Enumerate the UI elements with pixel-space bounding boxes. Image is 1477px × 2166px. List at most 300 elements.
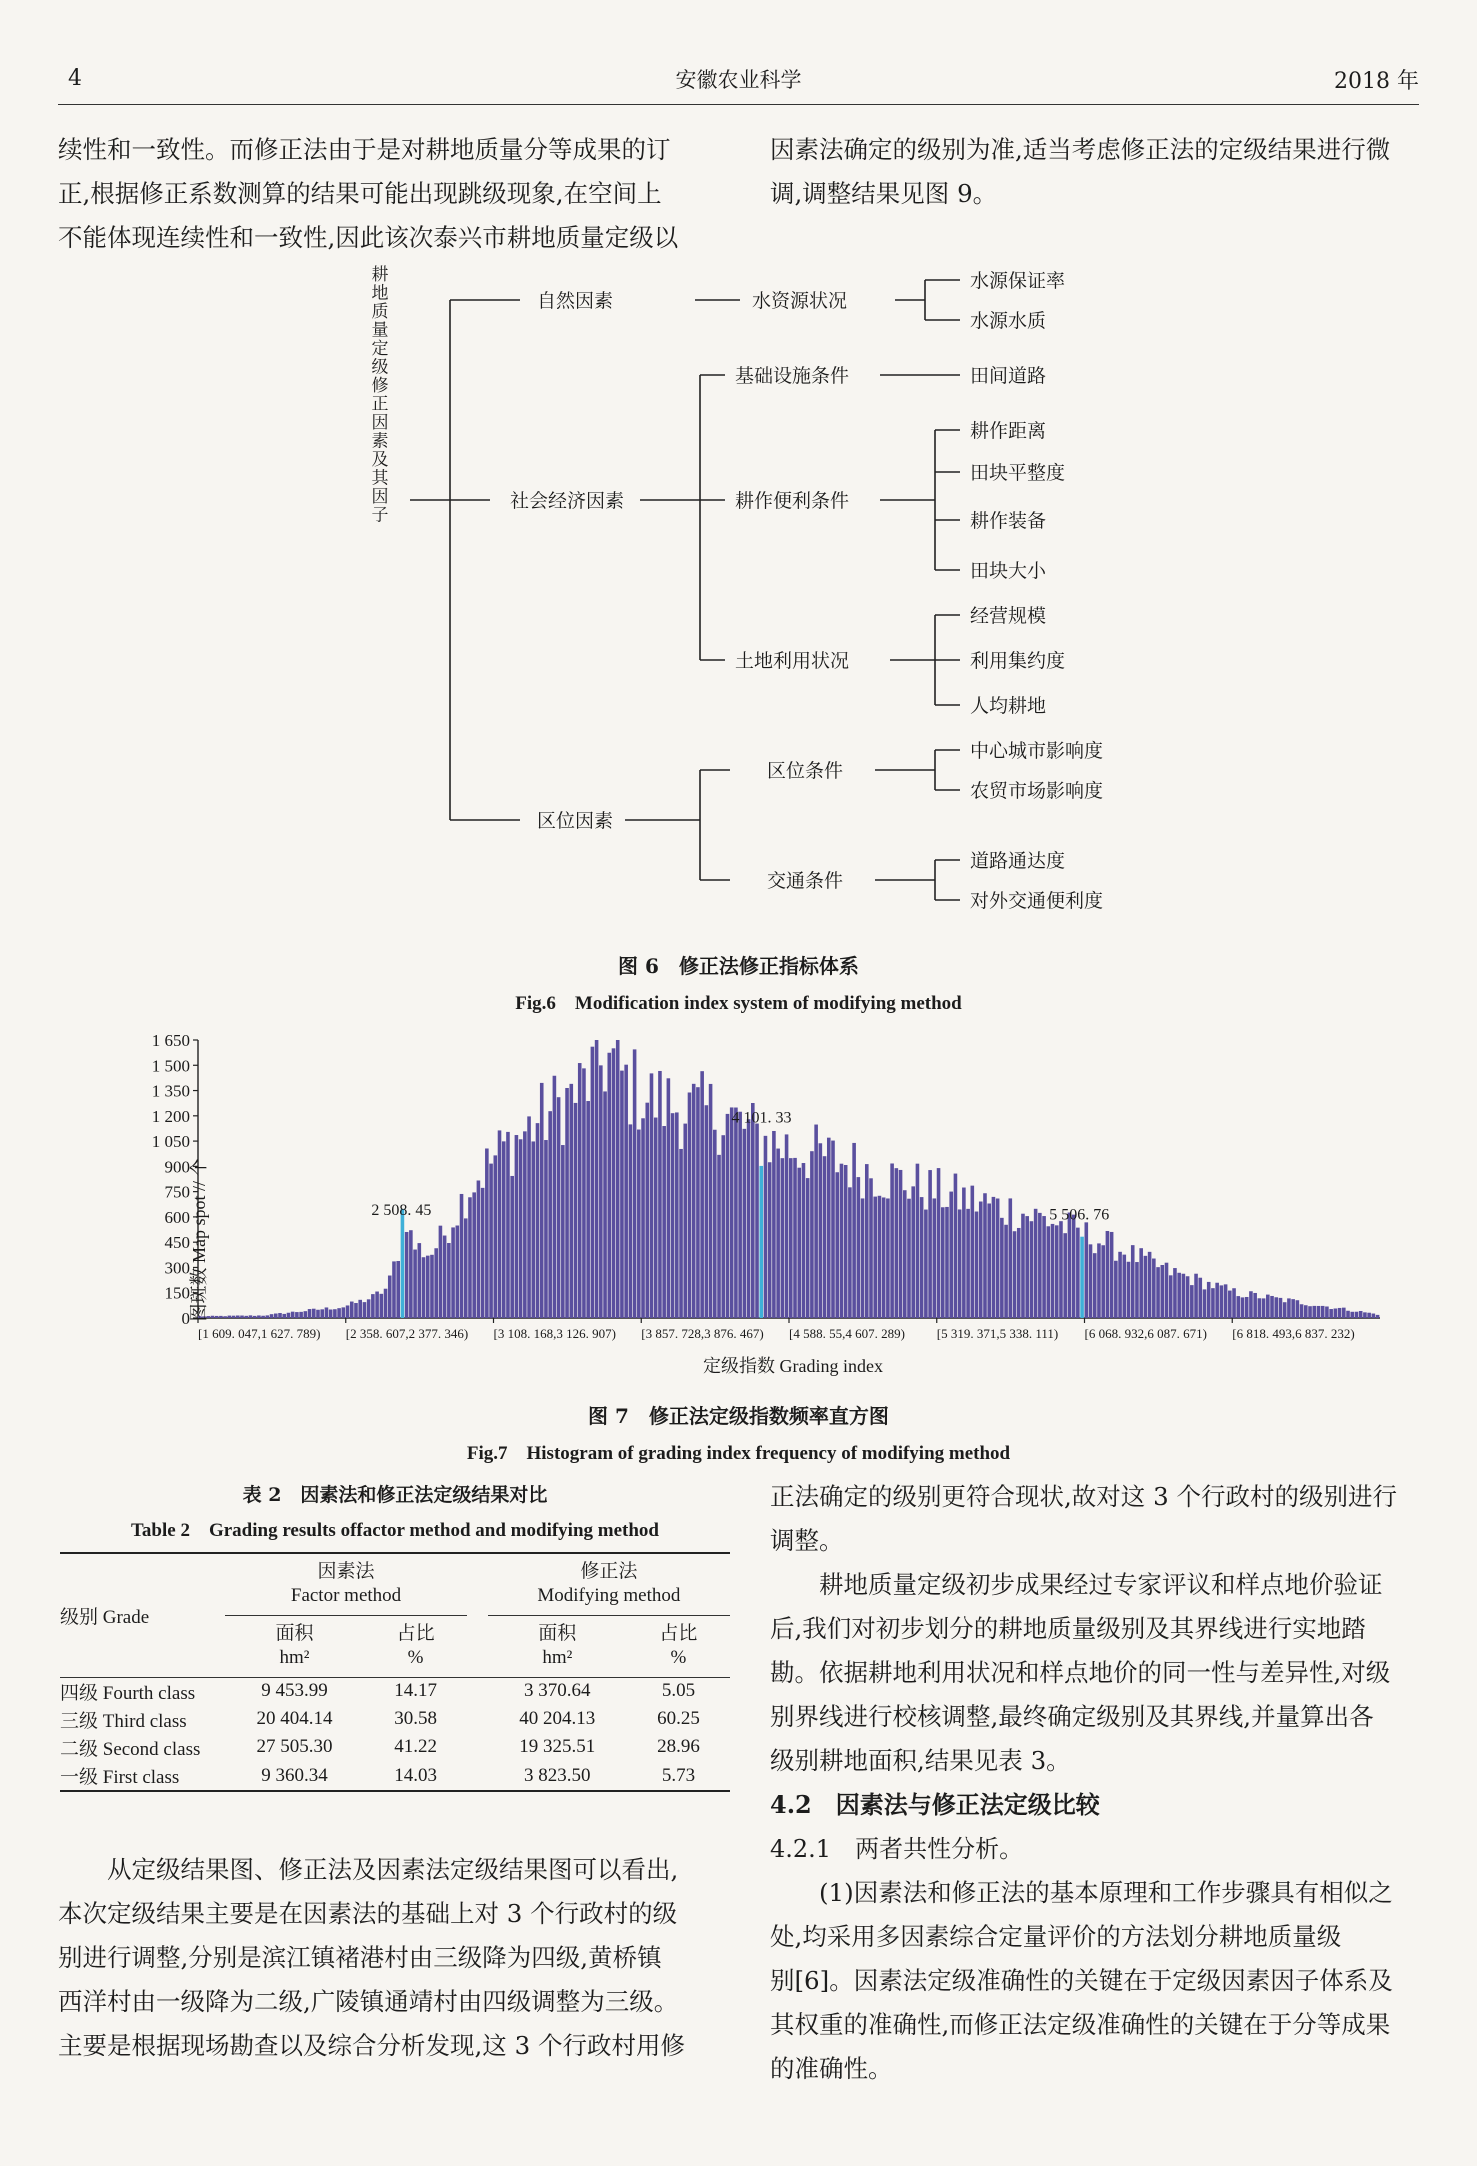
histogram-bar (1228, 1291, 1232, 1318)
histogram-bar (667, 1078, 671, 1318)
root-label-char: 量 (371, 320, 389, 341)
cell: 19 325.51 (519, 1736, 596, 1757)
histogram-bar (958, 1209, 962, 1318)
y-tick-label: 150 (164, 1283, 190, 1303)
histogram-bar (861, 1198, 865, 1318)
table2-block (60, 1480, 730, 1792)
root-label-char: 地 (371, 283, 389, 304)
l2-land-use: 土地利用状况 (735, 650, 850, 672)
histogram-bar (1139, 1248, 1143, 1318)
l3-item: 耕作装备 (970, 510, 1047, 532)
text-line: 主要是根据现场勘查以及综合分析发现,这 3 个行政村用修 (58, 2031, 685, 2060)
histogram-bar-highlight (401, 1209, 405, 1318)
histogram-bar (675, 1112, 679, 1318)
histogram-bar (1232, 1288, 1236, 1318)
histogram-bar (223, 1316, 227, 1318)
histogram-bar (515, 1135, 519, 1318)
histogram-bar (814, 1125, 818, 1318)
histogram-bar (768, 1162, 772, 1318)
histogram-bar (992, 1197, 996, 1318)
histogram-bar (1156, 1267, 1160, 1318)
histogram-bar (1000, 1218, 1004, 1318)
cell: 一级 First class (60, 1767, 180, 1788)
histogram-bar (1030, 1221, 1034, 1318)
histogram-bar (1325, 1306, 1329, 1318)
histogram-bar (1350, 1312, 1354, 1318)
histogram-bar (468, 1197, 472, 1318)
histogram-bar (679, 1149, 683, 1318)
histogram-bar (607, 1053, 611, 1318)
text-line: 因素法确定的级别为准,适当考虑修正法的定级结果进行微 (770, 135, 1391, 164)
l1-location: 区位因素 (537, 810, 614, 832)
cell: 3 823.50 (524, 1764, 591, 1786)
cell: 3 370.64 (524, 1680, 591, 1702)
th-factor (225, 1553, 467, 1615)
l3-item: 经营规模 (970, 605, 1047, 627)
th-area-2 (488, 1615, 627, 1677)
histogram-bar (1135, 1262, 1139, 1318)
histogram-bar (282, 1314, 286, 1318)
histogram-bar (1359, 1311, 1363, 1318)
histogram-bar (620, 1071, 624, 1318)
histogram-bar (962, 1188, 966, 1318)
root-label-char: 因 (371, 413, 389, 433)
histogram-bar (966, 1209, 970, 1318)
histogram-bar (1173, 1268, 1177, 1318)
histogram-bar (1334, 1308, 1338, 1318)
th-grade: 级别 Grade (60, 1606, 150, 1628)
text-line: 其权重的准确性,而修正法定级准确性的关键在于分等成果 (770, 2010, 1391, 2039)
histogram-bar (1296, 1300, 1300, 1318)
histogram-bar (274, 1314, 278, 1318)
histogram-bar (1253, 1293, 1257, 1318)
histogram-bar (1198, 1278, 1202, 1318)
histogram-bar (1152, 1259, 1156, 1318)
histogram-bar (1106, 1231, 1110, 1318)
histogram-bar (506, 1132, 510, 1318)
histogram-bar (916, 1164, 920, 1318)
histogram-bar (329, 1310, 333, 1318)
text-line: 正,根据修正系数测算的结果可能出现跳级现象,在空间上 (58, 179, 662, 208)
histogram-bar (878, 1196, 882, 1318)
histogram-bar (1317, 1306, 1321, 1318)
modify-cn: 修正法 (580, 1561, 638, 1583)
text-line: 勘。依据耕地利用状况和样点地价的同一性与差异性,对级 (770, 1658, 1391, 1687)
histogram-bar (557, 1097, 561, 1318)
histogram-bar (582, 1068, 586, 1318)
histogram-bar (519, 1139, 523, 1318)
th-share-2 (627, 1615, 730, 1677)
histogram-bar (975, 1212, 979, 1318)
histogram-bar (907, 1199, 911, 1318)
histogram-bar (464, 1218, 468, 1318)
histogram-bar (456, 1226, 460, 1318)
journal-title: 安徽农业科学 (675, 68, 802, 92)
histogram-bar (249, 1315, 253, 1318)
l2-water: 水资源状况 (752, 290, 848, 312)
top-right-paragraph (770, 128, 1430, 216)
histogram-bar (320, 1309, 324, 1318)
histogram-bar (599, 1065, 603, 1318)
y-tick-label: 750 (164, 1182, 190, 1202)
cell: 9 453.99 (261, 1680, 328, 1702)
histogram-bar (388, 1276, 392, 1318)
histogram-bar (1114, 1261, 1118, 1318)
histogram-bar (1321, 1306, 1325, 1318)
y-tick-label: 1 500 (151, 1056, 190, 1076)
histogram-bar (380, 1294, 384, 1318)
l3-item: 水源水质 (970, 310, 1047, 332)
histogram-bar (422, 1257, 426, 1318)
l2-infrastructure: 基础设施条件 (735, 365, 850, 387)
histogram-bar (1258, 1298, 1262, 1318)
histogram-bar (823, 1156, 827, 1318)
th-area (225, 1615, 364, 1677)
histogram-bar (1224, 1284, 1228, 1318)
histogram-bar (211, 1316, 215, 1318)
histogram-bar (1186, 1276, 1190, 1318)
histogram-bar (671, 1113, 675, 1318)
table2-caption-en: Table 2 Grading results offactor method and modifying method (131, 1520, 659, 1541)
x-tick-label: [6 818. 493,6 837. 232) (1232, 1326, 1355, 1341)
histogram-bar (270, 1314, 274, 1318)
text-line: 调整。 (770, 1526, 844, 1555)
cell: 41.22 (394, 1736, 437, 1757)
histogram-bar (232, 1316, 236, 1318)
cell: 40 204.13 (519, 1708, 596, 1729)
histogram-bar (886, 1198, 890, 1318)
histogram-bar (1118, 1252, 1122, 1318)
x-tick-label: [4 588. 55,4 607. 289) (789, 1326, 905, 1341)
table-row (60, 1733, 730, 1761)
histogram-bar (371, 1294, 375, 1318)
histogram-bar (236, 1316, 240, 1318)
text-line: 后,我们对初步划分的耕地质量级别及其界线进行实地踏 (770, 1614, 1366, 1643)
histogram-bar (781, 1158, 785, 1318)
histogram-bar (565, 1088, 569, 1318)
histogram-bar (852, 1143, 856, 1318)
histogram-bar (413, 1250, 417, 1318)
histogram-bar (1042, 1216, 1046, 1318)
root-label-char: 其 (371, 468, 389, 489)
cell: 5.05 (661, 1680, 696, 1702)
histogram-bar (1038, 1213, 1042, 1318)
histogram-bar (291, 1312, 295, 1318)
histogram-bar (1004, 1225, 1008, 1318)
histogram-bar (1287, 1298, 1291, 1318)
histogram-bar (726, 1114, 730, 1318)
histogram-bar (755, 1124, 759, 1318)
histogram-bar (705, 1105, 709, 1318)
histogram-bar (1072, 1215, 1076, 1318)
histogram-bar (405, 1232, 409, 1318)
y-tick-label: 300 (164, 1258, 190, 1278)
section-4-2-title: 4.2 因素法与修正法定级比较 (770, 1790, 1100, 1819)
histogram-bar (734, 1108, 738, 1318)
histogram-bar (1220, 1285, 1224, 1318)
fig7-caption-en: Fig.7 Histogram of grading index frequency of modifying method (466, 1443, 1011, 1464)
histogram-bar (645, 1103, 649, 1318)
histogram-bar (544, 1140, 548, 1318)
histogram-bar (1355, 1312, 1359, 1318)
cell: 30.58 (394, 1708, 437, 1729)
histogram-bar (485, 1148, 489, 1318)
histogram-bar (304, 1311, 308, 1318)
histogram-bar (308, 1309, 312, 1318)
histogram-bar (1093, 1253, 1097, 1318)
histogram-bar (658, 1071, 662, 1318)
x-tick-label: [5 319. 371,5 338. 111) (936, 1326, 1059, 1341)
y-tick-label: 1 050 (151, 1132, 190, 1152)
histogram-bar (1236, 1296, 1240, 1318)
root-label-char: 定 (371, 339, 389, 359)
histogram-bar (747, 1119, 751, 1318)
l1-natural: 自然因素 (537, 290, 614, 312)
histogram-bar (531, 1141, 535, 1318)
fig7-caption-cn: 图 7 修正法定级指数频率直方图 (588, 1404, 889, 1428)
y-tick-label: 0 (181, 1309, 190, 1328)
histogram-bar (1160, 1265, 1164, 1318)
l3-item: 耕作距离 (970, 420, 1047, 442)
x-tick-label: [6 068. 932,6 087. 671) (1084, 1326, 1207, 1341)
factor-cn: 因素法 (317, 1561, 375, 1583)
figure7-histogram (0, 1030, 1477, 1380)
histogram-bar (793, 1158, 797, 1318)
l3-item: 田块大小 (970, 560, 1047, 582)
histogram-bar (358, 1300, 362, 1318)
histogram-bar (228, 1316, 232, 1318)
histogram-bar (1274, 1297, 1278, 1318)
text-line: 别进行调整,分别是滨江镇褚港村由三级降为四级,黄桥镇 (58, 1943, 662, 1972)
histogram-bar (299, 1312, 303, 1318)
histogram-bar (418, 1243, 422, 1318)
histogram-bar (738, 1112, 742, 1318)
histogram-bar (295, 1312, 299, 1318)
bottom-left-paragraph (58, 1848, 730, 2068)
histogram-bar (1122, 1255, 1126, 1318)
y-tick-label: 1 200 (151, 1106, 190, 1126)
l3-item: 对外交通便利度 (970, 890, 1104, 912)
histogram-bar (477, 1180, 481, 1318)
histogram-bar (586, 1101, 590, 1318)
histogram-bar (785, 1134, 789, 1318)
histogram-bar (219, 1316, 223, 1318)
root-label-char: 因 (371, 487, 389, 507)
histogram-bar (844, 1165, 848, 1318)
cell: 60.25 (657, 1708, 700, 1729)
l3-item: 中心城市影响度 (970, 740, 1104, 762)
factor-en: Factor method (290, 1585, 402, 1607)
histogram-bar (1376, 1315, 1380, 1318)
histogram-bar (595, 1040, 599, 1318)
th-modify (488, 1553, 730, 1615)
histogram-bar (692, 1084, 696, 1318)
histogram-bar (257, 1315, 261, 1318)
text-line: 的准确性。 (770, 2054, 893, 2083)
y-tick-label: 450 (164, 1233, 190, 1253)
x-axis-label: 定级指数 Grading index (703, 1356, 883, 1376)
histogram-bar (1372, 1314, 1376, 1318)
share-unit: % (670, 1647, 687, 1668)
histogram-bar (819, 1143, 823, 1318)
histogram-bar (654, 1118, 658, 1318)
histogram-bar (924, 1210, 928, 1318)
histogram-bar (873, 1197, 877, 1318)
bottom-right-paragraph (770, 1475, 1430, 2091)
text-line: 别界线进行校核调整,最终确定级别及其界线,并量算出各 (770, 1702, 1374, 1731)
histogram-bar (325, 1307, 329, 1318)
histogram-bar (1338, 1308, 1342, 1318)
histogram-bar (439, 1226, 443, 1318)
histogram-bar (840, 1164, 844, 1318)
histogram-bar (949, 1192, 953, 1318)
cell: 二级 Second class (60, 1738, 201, 1760)
histogram-bar (261, 1316, 265, 1318)
text-line: 调,调整结果见图 9。 (770, 179, 998, 208)
histogram-bar (776, 1149, 780, 1318)
histogram-bar (700, 1071, 704, 1318)
peak-annotation: 5 506. 76 (1049, 1206, 1110, 1224)
peak-annotation: 4 101. 33 (731, 1109, 792, 1127)
histogram-bar (1131, 1245, 1135, 1318)
histogram-bar (502, 1141, 506, 1318)
table-row (60, 1705, 730, 1733)
histogram-bar (730, 1107, 734, 1318)
histogram-bar (1207, 1282, 1211, 1318)
table-row (60, 1761, 730, 1791)
histogram-bar (523, 1131, 527, 1318)
root-label-char: 素 (371, 431, 389, 452)
histogram-bar (890, 1163, 894, 1318)
l3-item: 水源保证率 (970, 270, 1066, 292)
histogram-bar (616, 1040, 620, 1318)
histogram-bar (810, 1151, 814, 1318)
area-unit: hm² (279, 1647, 310, 1668)
histogram-bar (447, 1243, 451, 1318)
l2-farming-convenience: 耕作便利条件 (735, 490, 850, 512)
x-tick-label: [1 609. 047,1 627. 789) (198, 1326, 321, 1341)
share-label: 占比 (659, 1623, 698, 1644)
histogram-bar (633, 1049, 637, 1318)
root-label-char: 修 (371, 376, 389, 396)
histogram-bar (835, 1172, 839, 1318)
histogram-bar (1241, 1297, 1245, 1318)
figure6-tree-diagram (0, 250, 1477, 930)
th-share (364, 1615, 467, 1677)
histogram-bar (831, 1141, 835, 1318)
histogram-bar (1021, 1214, 1025, 1318)
histogram-bar (1025, 1216, 1029, 1318)
histogram-bar (498, 1130, 502, 1318)
histogram-bar (1063, 1233, 1067, 1318)
root-label-char: 及 (371, 450, 389, 470)
header-rule (58, 104, 1419, 105)
histogram-bars (198, 1040, 1379, 1318)
cell: 9 360.34 (261, 1764, 328, 1786)
histogram-bar (641, 1118, 645, 1318)
histogram-bar (1262, 1298, 1266, 1318)
histogram-bar (426, 1256, 430, 1318)
histogram-bar (920, 1197, 924, 1318)
root-label-char: 级 (371, 357, 389, 378)
histogram-bar (1013, 1231, 1017, 1318)
histogram-bar (354, 1303, 358, 1318)
histogram-bar (1249, 1291, 1253, 1318)
histogram-bar (721, 1135, 725, 1318)
histogram-bar (1266, 1295, 1270, 1318)
histogram-bar (1308, 1306, 1312, 1318)
histogram-bar (1312, 1306, 1316, 1318)
histogram-bar (375, 1292, 379, 1318)
text-line: 正法确定的级别更符合现状,故对这 3 个行政村的级别进行 (770, 1482, 1397, 1511)
y-tick-label: 600 (164, 1207, 190, 1227)
text-line: 从定级结果图、修正法及因素法定级结果图可以看出, (58, 1855, 679, 1884)
histogram-bar (1211, 1288, 1215, 1318)
histogram-bar (396, 1261, 400, 1318)
peak-annotation: 2 508. 45 (371, 1201, 432, 1219)
histogram-bar (696, 1087, 700, 1318)
histogram-bar (510, 1176, 514, 1318)
histogram-bar (1182, 1274, 1186, 1318)
area-unit: hm² (542, 1647, 573, 1668)
histogram-bar (240, 1316, 244, 1318)
histogram-bar (540, 1083, 544, 1318)
histogram-bar (215, 1316, 219, 1318)
y-tick-label: 900 (164, 1157, 190, 1177)
root-label-vertical (372, 265, 390, 526)
histogram-bar (945, 1207, 949, 1318)
histogram-bar (346, 1305, 350, 1318)
l3-item: 道路通达度 (970, 850, 1066, 872)
histogram-bar (928, 1170, 932, 1318)
page-number: 4 (68, 66, 82, 91)
histogram-bar (827, 1138, 831, 1318)
text-line: 不能体现连续性和一致性,因此该次泰兴市耕地质量定级以 (58, 223, 679, 252)
histogram-bar (1203, 1289, 1207, 1318)
histogram-bar (797, 1168, 801, 1318)
text-line: (1)因素法和修正法的基本原理和工作步骤具有相似之 (770, 1878, 1393, 1907)
histogram-bar (895, 1168, 899, 1318)
histogram-bar (1300, 1304, 1304, 1318)
histogram-bar (443, 1236, 447, 1318)
l3-item: 田块平整度 (970, 462, 1066, 484)
histogram-bar (865, 1164, 869, 1318)
l2-traffic: 交通条件 (767, 870, 844, 892)
x-tick-label: [3 857. 728,3 876. 467) (641, 1326, 764, 1341)
histogram-bar (392, 1261, 396, 1318)
histogram-bar (683, 1124, 687, 1318)
histogram-bar (869, 1178, 873, 1318)
histogram-bar (569, 1084, 573, 1318)
histogram-bar (489, 1164, 493, 1318)
histogram-bar (713, 1130, 717, 1318)
histogram-bar (494, 1155, 498, 1318)
histogram-bar (1169, 1275, 1173, 1318)
histogram-bar (1190, 1285, 1194, 1318)
y-tick-label: 1 650 (151, 1031, 190, 1050)
histogram-bar (1047, 1226, 1051, 1318)
histogram-bar (751, 1103, 755, 1318)
histogram-bar (1127, 1262, 1131, 1318)
histogram-bar (1215, 1283, 1219, 1318)
histogram-bar (1245, 1297, 1249, 1318)
histogram-bar (1055, 1225, 1059, 1318)
histogram-bar (1009, 1198, 1013, 1318)
histogram-bar (996, 1198, 1000, 1318)
text-line: 处,均采用多因素综合定量评价的方法划分耕地质量级 (770, 1922, 1342, 1951)
histogram-bar (481, 1188, 485, 1318)
l3-item: 田间道路 (970, 365, 1047, 387)
